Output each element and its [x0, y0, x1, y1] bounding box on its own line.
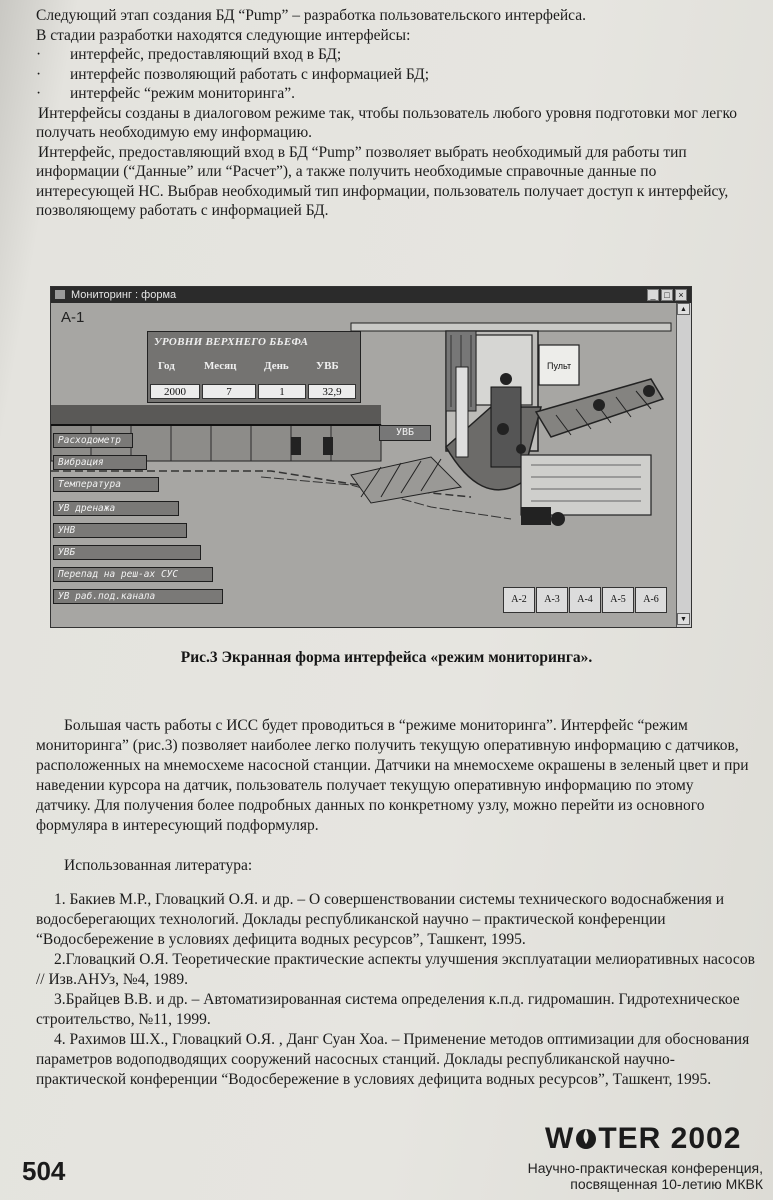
reference-item: 4. Рахимов Ш.Х., Гловацкий О.Я. , Данг Суан Хоа. – Применение методов оптимизации для обоснования параметров водоподводящих сооружений насосных станций. Доклады республиканской научно-практической конференции “Водосбережение в условиях дефицита водных ресурсов”, Ташкент, 1995.: [36, 1031, 750, 1088]
vertical-scrollbar[interactable]: [676, 303, 691, 627]
year-field[interactable]: 2000: [150, 384, 200, 399]
intro-paragraph-2: Интерфейс, предоставляющий вход в БД “Pump” позволяет выбрать необходимый для работы тип информации (“Данные” или “Расчет”), а также получить необходимые справочные данные по интересующей НС. Выбрав необходимый тип информации, пользователь получает доступ к интерфейсу, позволяющему работать с информацией БД.: [36, 143, 729, 219]
column-header: УВБ: [316, 360, 339, 372]
list-item: · интерфейс “режим мониторинга”.: [70, 84, 756, 104]
tab-a3[interactable]: А-3: [536, 587, 568, 613]
description-paragraph: Большая часть работы с ИСС будет проводиться в “режиме мониторинга”. Интерфейс “режим мониторинга” (рис.3) позволяет наиболее легко получить текущую оперативную информацию с датчиков, расположенных на мнемосхеме насосной станции. Датчики на мнемосхеме окрашены в зеленый цвет и при наведении курсора на датчик, пользователь получает текущую оперативную информацию по этому датчику. Для получения более подробных данных по конкретному узлу, можно перейти из основного формуляра в интересующий подформуляр.: [36, 717, 749, 834]
conference-logo: [545, 1122, 741, 1156]
list-item: · интерфейс, предоставляющий вход в БД;: [70, 45, 756, 65]
column-header: Год: [158, 360, 175, 372]
conference-line-1: Научно-практическая конференция,: [527, 1160, 763, 1176]
sensor-button-flowmeter[interactable]: Расходометр: [53, 433, 133, 448]
scroll-down-icon[interactable]: ▼: [677, 613, 690, 625]
maximize-icon[interactable]: □: [661, 289, 673, 301]
conference-subtitle: [528, 1160, 763, 1192]
close-icon[interactable]: ×: [675, 289, 687, 301]
conference-line-2: посвященная 10-летию МКВК: [570, 1176, 763, 1192]
tab-a4[interactable]: А-4: [569, 587, 601, 613]
logo-suffix: TER 2002: [598, 1122, 742, 1155]
sheet-label: А-1: [61, 309, 85, 326]
figure-caption: Рис.3 Экранная форма интерфейса «режим мониторинга».: [180, 649, 593, 666]
tab-a6[interactable]: А-6: [635, 587, 667, 613]
intro-section: [36, 6, 756, 221]
day-field[interactable]: 1: [258, 384, 306, 399]
sensor-button-temperature[interactable]: Температура: [53, 477, 159, 492]
list-item: · интерфейс позволяющий работать с информацией БД;: [70, 65, 756, 85]
sensor-button-screen-pressure-drop[interactable]: Перепад на реш-ах СУС: [53, 567, 213, 582]
upper-water-levels-panel: [147, 331, 361, 403]
references-heading: Использованная литература:: [64, 857, 253, 874]
uvb-field[interactable]: 32,9: [308, 384, 356, 399]
tab-a2[interactable]: А-2: [503, 587, 535, 613]
sensor-button-drainage-level[interactable]: УВ дренажа: [53, 501, 179, 516]
sensor-button-channel-water-level[interactable]: УВ раб.под.канала: [53, 589, 223, 604]
logo-prefix: W: [545, 1122, 575, 1155]
window-title: Мониторинг : форма: [71, 289, 177, 301]
references-section: [36, 856, 756, 1090]
reference-item: 1. Бакиев М.Р., Гловацкий О.Я. и др. – О совершенствовании системы технического водоснабжения и водосберегающих технологий. Доклады республиканской научно – практической конференции “Водосбережение в условиях дефицита водных ресурсов”, Ташкент, 1995.: [36, 891, 725, 948]
console-label: Пульт: [547, 361, 572, 371]
reference-item: 2.Гловацкий О.Я. Теоретические практические аспекты улучшения эксплуатации мелиоративных насосов // Изв.АНУз, №4, 1989.: [36, 951, 755, 988]
scroll-up-icon[interactable]: ▲: [677, 303, 690, 315]
levels-panel-title: УРОВНИ ВЕРХНЕГО БЬЕФА: [154, 336, 309, 348]
minimize-icon[interactable]: _: [647, 289, 659, 301]
month-field[interactable]: 7: [202, 384, 256, 399]
monitoring-form-figure: [50, 286, 692, 628]
sensor-button-lower-water-level[interactable]: УНВ: [53, 523, 187, 538]
column-header: Месяц: [204, 360, 237, 372]
uvb-sensor-button[interactable]: УВБ: [379, 425, 431, 441]
column-header: День: [264, 360, 289, 372]
interface-list: [36, 45, 756, 104]
sensor-button-upper-water-level[interactable]: УВБ: [53, 545, 201, 560]
reference-item: 3.Брайцев В.В. и др. – Автоматизированная система определения к.п.д. гидромашин. Гидротехническое строительство, №11, 1999.: [36, 991, 740, 1028]
tab-a5[interactable]: А-5: [602, 587, 634, 613]
water-drop-icon: [574, 1125, 598, 1151]
sensor-button-vibration[interactable]: Вибрация: [53, 455, 147, 470]
page-number: 504: [22, 1156, 66, 1186]
monitoring-description: [36, 716, 752, 836]
intro-line-2: В стадии разработки находятся следующие интерфейсы:: [36, 26, 411, 44]
intro-line-1: Следующий этап создания БД “Pump” – разработка пользовательского интерфейса.: [36, 7, 586, 24]
intro-paragraph-1: Интерфейсы созданы в диалоговом режиме так, чтобы пользователь любого уровня подготовки мог легко получать необходимую ему информацию.: [36, 104, 738, 141]
